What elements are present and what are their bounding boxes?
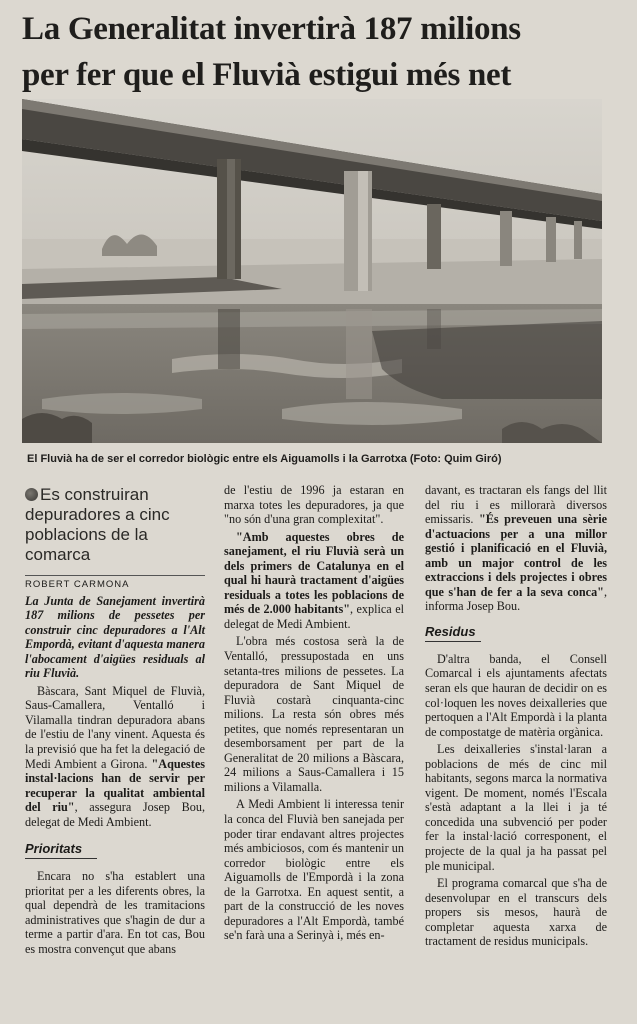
article-column-1	[25, 483, 205, 960]
article-column-3	[425, 483, 607, 952]
author-byline: ROBERT CARMONA	[25, 575, 205, 593]
bullet-icon	[25, 488, 38, 501]
paragraph: de l'estiu de 1996 ja estaran en marxa totes les depuradores, ja que "no són d'una gran complexitat".	[224, 483, 404, 527]
quote-text: "Aquestes instal·lacions han de servir per recuperar la qualitat ambiental del riu"	[25, 756, 205, 815]
paragraph: Les deixalleries s'instal·laran a poblacions de més de cinc mil habitants, segons marca la normativa vigent. De moment, només l'Escala s'està adaptant a la llei i ja té concedida una subvenció per poder fer la instal·lació corresponent, el projecte de la qual ja ha passat pel ple municipal.	[425, 742, 607, 873]
paragraph-text: , informa Josep Bou.	[425, 584, 607, 614]
article-column-2	[224, 483, 404, 946]
quote-text: "És preveuen una sèrie d'actuacions per a una millor gestió i planificació en el Fluvià, amb un major control de les extraccions i dels projectes i obres que s'han de fer a la seva conca"	[425, 512, 607, 599]
subheading-text: Es construiran depuradores a cinc poblacions de la comarca	[25, 485, 170, 564]
quote-text: "Amb aquestes obres de sanejament, el riu Fluvià serà un dels primers de Catalunya en el qual hi haurà tractament d'aigües residuals a totes les poblacions de més de 2.000 habitants"	[224, 529, 404, 617]
lead-paragraph: La Junta de Sanejament invertirà 187 milions de pessetes per construir cinc depuradores a l'Alt Empordà, evitant d'aquesta manera l'abocament d'aigües residuals al riu Fluvià.	[25, 593, 205, 681]
headline-line-1: La Generalitat invertirà 187 milions	[22, 11, 521, 47]
paragraph: L'obra més costosa serà la de Ventalló, pressupostada en uns setanta-tres milions de pessetes. La depuradora de Sant Miquel de Fluvià costarà cinquanta-cinc milions. La resta són obres més petites, que només representaran un desemborsament per part de la Generalitat de 20 milions a Bàscara, 24 milions a Saus-Camallera i 15 milions a Vilamalla.	[224, 634, 404, 794]
article-headline	[22, 6, 622, 98]
bridge-photo	[22, 99, 602, 443]
paragraph: D'altra banda, el Consell Comarcal i els ajuntaments afectats seran els que hauran de decidir on es col·loquen les noves deixalleries que pertoquen a l'Alt Empordà i la planta de compostatge de matèria orgànica.	[425, 651, 607, 739]
paragraph: A Medi Ambient li interessa tenir la conca del Fluvià ben sanejada per poder tirar endavant altres projectes més ambiciosos, com és mantenir un corredor biològic entre els Aiguamolls de l'Empordà i la zona de la Garrotxa. En aquest sentit, a part de la construcció de les noves depuradores a l'Alt Empordà, també se'n farà una a Serinyà i, més en-	[224, 797, 404, 943]
paragraph-text: davant, es tractaran els fangs del llit del riu i es millorarà diversos emissaris.	[425, 483, 607, 527]
paragraph-text: , explica el delegat de Medi Ambient.	[224, 602, 405, 631]
paragraph: Encara no s'ha establert una prioritat per a les diferents obres, la qual dependrà de les tramitacions administratives que s'hagin de dur a terme a partir d'ara. En tot cas, Bou es mostra convençut que abans	[25, 869, 205, 957]
paragraph: El programa comarcal que s'ha de desenvolupar en el transcurs dels propers sis mesos, haurà de completar aquesta xarxa de tractament de residus municipals.	[425, 876, 607, 949]
section-heading: Residus	[425, 623, 481, 642]
section-heading: Prioritats	[25, 840, 97, 859]
paragraph	[224, 530, 404, 632]
photo-caption: El Fluvià ha de ser el corredor biològic entre els Aiguamolls i la Garrotxa (Foto: Quim Giró)	[27, 453, 502, 465]
paragraph-text: , assegura Josep Bou, delegat de Medi Ambient.	[25, 800, 205, 829]
headline-line-2: per fer que el Fluvià estigui més net	[22, 57, 512, 93]
paragraph	[425, 483, 607, 614]
paragraph	[25, 684, 205, 829]
paragraph-text: Bàscara, Sant Miquel de Fluvià, Saus-Camallera, Ventalló i Vilamalla tindran depuradora abans de l'estiu de l'any vinent. Aquesta és la previsió que ha fet la delegació de Medi Ambient a Girona.	[25, 683, 205, 771]
subheading	[25, 485, 205, 565]
